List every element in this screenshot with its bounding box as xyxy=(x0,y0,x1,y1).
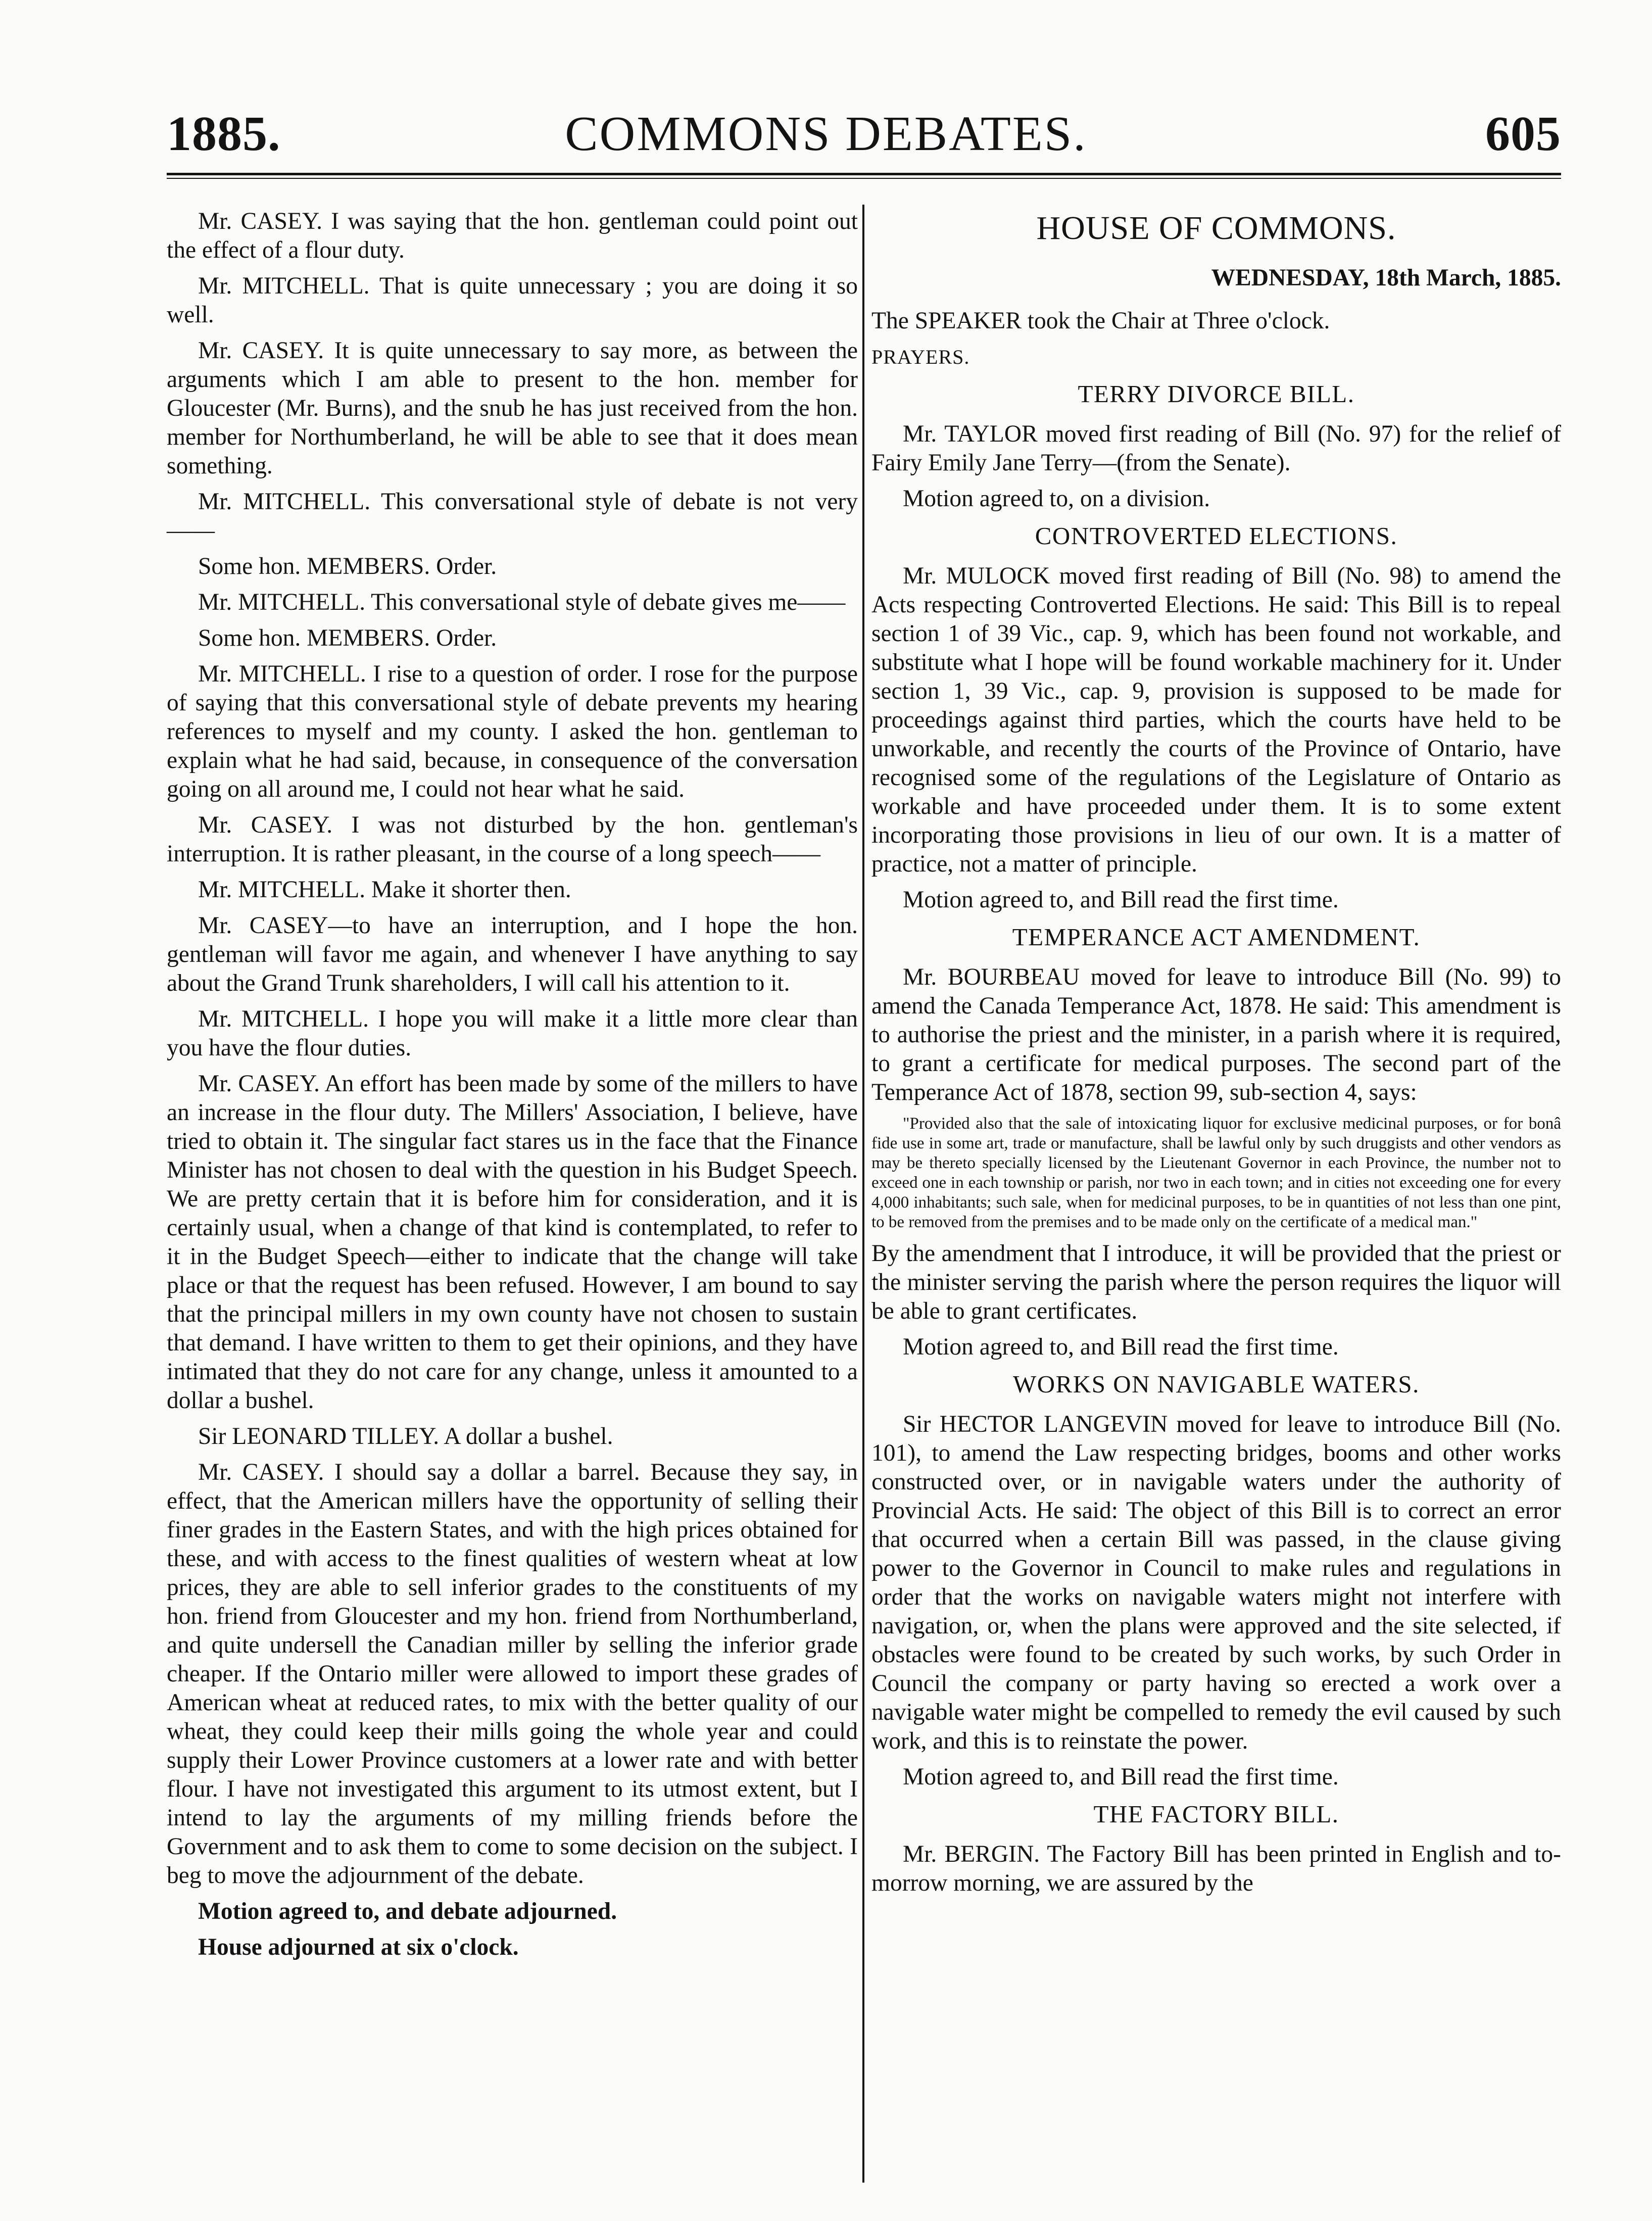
section-heading-temperance: TEMPERANCE ACT AMENDMENT. xyxy=(1012,923,1421,951)
speech-paragraph: Mr. MITCHELL. Make it shorter then. xyxy=(198,877,571,903)
speech-paragraph: Mr. CASEY. I was saying that the hon. gentleman could point out the effect of a flour duty. xyxy=(167,208,858,263)
section-heading-navigable: WORKS ON NAVIGABLE WATERS. xyxy=(1013,1370,1420,1398)
left-column xyxy=(167,207,858,1969)
adjournment-line: House adjourned at six o'clock. xyxy=(198,1934,519,1960)
speech-paragraph: Mr. MITCHELL. I hope you will make it a little more clear than you have the flour duties. xyxy=(167,1006,858,1061)
header-rule-thin xyxy=(167,178,1561,179)
section-paragraph: Mr. BERGIN. The Factory Bill has been printed in English and to-morrow morning, we are assured by the xyxy=(871,1841,1561,1896)
sitting-date: WEDNESDAY, 18th March, 1885. xyxy=(1211,265,1561,291)
house-title: HOUSE OF COMMONS. xyxy=(1036,210,1396,247)
speech-paragraph: Some hon. MEMBERS. Order. xyxy=(198,553,497,580)
section-heading-terry: TERRY DIVORCE BILL. xyxy=(1078,380,1355,408)
opening-line: The SPEAKER took the Chair at Three o'clock. xyxy=(871,308,1330,334)
speech-paragraph: Mr. CASEY. It is quite unnecessary to say more, as between the arguments which I am able to present to the hon. member for Gloucester (Mr. Burns), and the snub he has just received from the hon. member for Northumberland, he will be able to see that it does mean something. xyxy=(167,337,858,479)
right-column xyxy=(871,207,1561,1905)
section-paragraph: Motion agreed to, and Bill read the first time. xyxy=(903,1764,1339,1790)
statute-quote: "Provided also that the sale of intoxicating liquor for exclusive medicinal purposes, or for bonâ fide use in some art, trade or manufacture, shall be lawful only by such druggists and other vendors as may be thereto specially licensed by the Lieutenant Governor in each Province, the number not to exceed one in each township or parish, nor two in each town; and in cities not exceeding one for every 4,000 inhabitants; such sale, when for medicinal purposes, to be in quantities of not less than one pint, to be removed from the premises and to be made only on the certificate of a medical man." xyxy=(871,1115,1561,1231)
speech-paragraph: Some hon. MEMBERS. Order. xyxy=(198,625,497,651)
page-number: 605 xyxy=(1485,107,1561,161)
section-heading-factory: THE FACTORY BILL. xyxy=(1093,1800,1339,1828)
section-paragraph: By the amendment that I introduce, it will be provided that the priest or the minister serving the parish where the person requires the liquor will be able to grant certificates. xyxy=(871,1240,1561,1324)
page-title: COMMONS DEBATES. xyxy=(565,107,1087,161)
section-paragraph: Motion agreed to, and Bill read the first time. xyxy=(903,1334,1339,1360)
speech-paragraph: Mr. MITCHELL. I rise to a question of order. I rose for the purpose of saying that this conversational style of debate prevents my hearing references to myself and my county. I asked the hon. gentleman to explain what he had said, because, in consequence of the conversation going on all around me, I could not hear what he said. xyxy=(167,661,858,802)
speech-paragraph: Mr. CASEY. I should say a dollar a barrel. Because they say, in effect, that the American millers have the opportunity of selling their finer grades in the Eastern States, and with the high prices obtained for these, and with access to the finest qualities of western wheat at low prices, they are able to sell inferior grades to the constituents of my hon. friend from Gloucester and my hon. friend from Northumberland, and quite undersell the Canadian miller by selling the inferior grade cheaper. If the Ontario miller were allowed to import these grades of American wheat at reduced rates, to mix with the better quality of our wheat, they could keep their mills going the whole year and could supply their Lower Province customers at a lower rate and with better flour. I have not investigated this argument to its utmost extent, but I intend to lay the arguments of my milling friends before the Government and to ask them to come to some decision on the subject. I beg to move the adjournment of the debate. xyxy=(167,1459,858,1889)
speech-paragraph: Sir LEONARD TILLEY. A dollar a bushel. xyxy=(198,1423,613,1450)
section-paragraph: Mr. TAYLOR moved first reading of Bill (No. 97) for the relief of Fairy Emily Jane Terry—(from the Senate). xyxy=(871,421,1561,476)
section-paragraph: Sir HECTOR LANGEVIN moved for leave to introduce Bill (No. 101), to amend the Law respecting bridges, booms and other works constructed over, or in navigable waters under the authority of Provincial Acts. He said: The object of this Bill is to correct an error that occurred when a certain Bill was passed, in the clause giving power to the Governor in Council to make rules and regulations in order that the works on navigable waters might not interfere with navigation, or, when the plans were approved and the site selected, if obstacles were found to be created by such works, by such Order in Council the company or party having so erected a work over a navigable water might be compelled to remedy the evil caused by such work, and this is to reinstate the power. xyxy=(871,1411,1561,1754)
speech-paragraph: Mr. MITCHELL. That is quite unnecessary ; you are doing it so well. xyxy=(167,273,858,328)
speech-paragraph: Mr. MITCHELL. This conversational style of debate gives me—— xyxy=(198,589,846,615)
speech-paragraph: Mr. CASEY. I was not disturbed by the hon. gentleman's interruption. It is rather pleasant, in the course of a long speech—— xyxy=(167,812,858,867)
section-paragraph: Mr. BOURBEAU moved for leave to introduce Bill (No. 99) to amend the Canada Temperance Act, 1878. He said: This amendment is to authorise the priest and the minister, in a parish where it is required, to grant a certificate for medical purposes. The second part of the Temperance Act of 1878, section 99, sub-section 4, says: xyxy=(871,964,1561,1105)
prayers-line: PRAYERS. xyxy=(871,346,970,368)
speech-paragraph: Mr. MITCHELL. This conversational style of debate is not very—— xyxy=(167,489,858,544)
motion-line: Motion agreed to, and debate adjourned. xyxy=(198,1898,617,1924)
header-rule xyxy=(167,173,1561,175)
section-paragraph: Mr. MULOCK moved first reading of Bill (No. 98) to amend the Acts respecting Controverted Elections. He said: This Bill is to repeal section 1 of 39 Vic., cap. 9, which has been found not workable, and substitute what I hope will be found workable machinery for it. Under section 1, 39 Vic., cap. 9, provision is supposed to be made for proceedings against third parties, which the courts have held to be unworkable, and recently the courts of the Province of Ontario, have recognised some of the regulations of the Legislature of Ontario as workable and have proceeded under them. It is to some extent incorporating those provisions in lieu of our own. It is a matter of practice, not a matter of principle. xyxy=(871,563,1561,877)
section-paragraph: Motion agreed to, and Bill read the first time. xyxy=(903,887,1339,913)
section-paragraph: Motion agreed to, on a division. xyxy=(903,486,1210,512)
section-heading-elections: CONTROVERTED ELECTIONS. xyxy=(1035,522,1398,550)
speech-paragraph: Mr. CASEY—to have an interruption, and I hope the hon. gentleman will favor me again, and whenever I have anything to say about the Grand Trunk shareholders, I will call his attention to it. xyxy=(167,912,858,996)
page-year: 1885. xyxy=(167,107,281,161)
speech-paragraph: Mr. CASEY. An effort has been made by some of the millers to have an increase in the flour duty. The Millers' Association, I believe, have tried to obtain it. The singular fact stares us in the face that the Finance Minister has not chosen to deal with the question in his Budget Speech. We are pretty certain that it is before him for consideration, and it is certainly usual, when a change of that kind is contemplated, to refer to it in the Budget Speech—either to indicate that the change will take place or that the request has been refused. However, I am bound to say that the principal millers in my own county have not chosen to sustain that demand. I have written to them to get their opinions, and they have intimated that they do not care for any change, unless it amounted to a dollar a bushel. xyxy=(167,1071,858,1414)
column-divider xyxy=(862,205,864,2183)
